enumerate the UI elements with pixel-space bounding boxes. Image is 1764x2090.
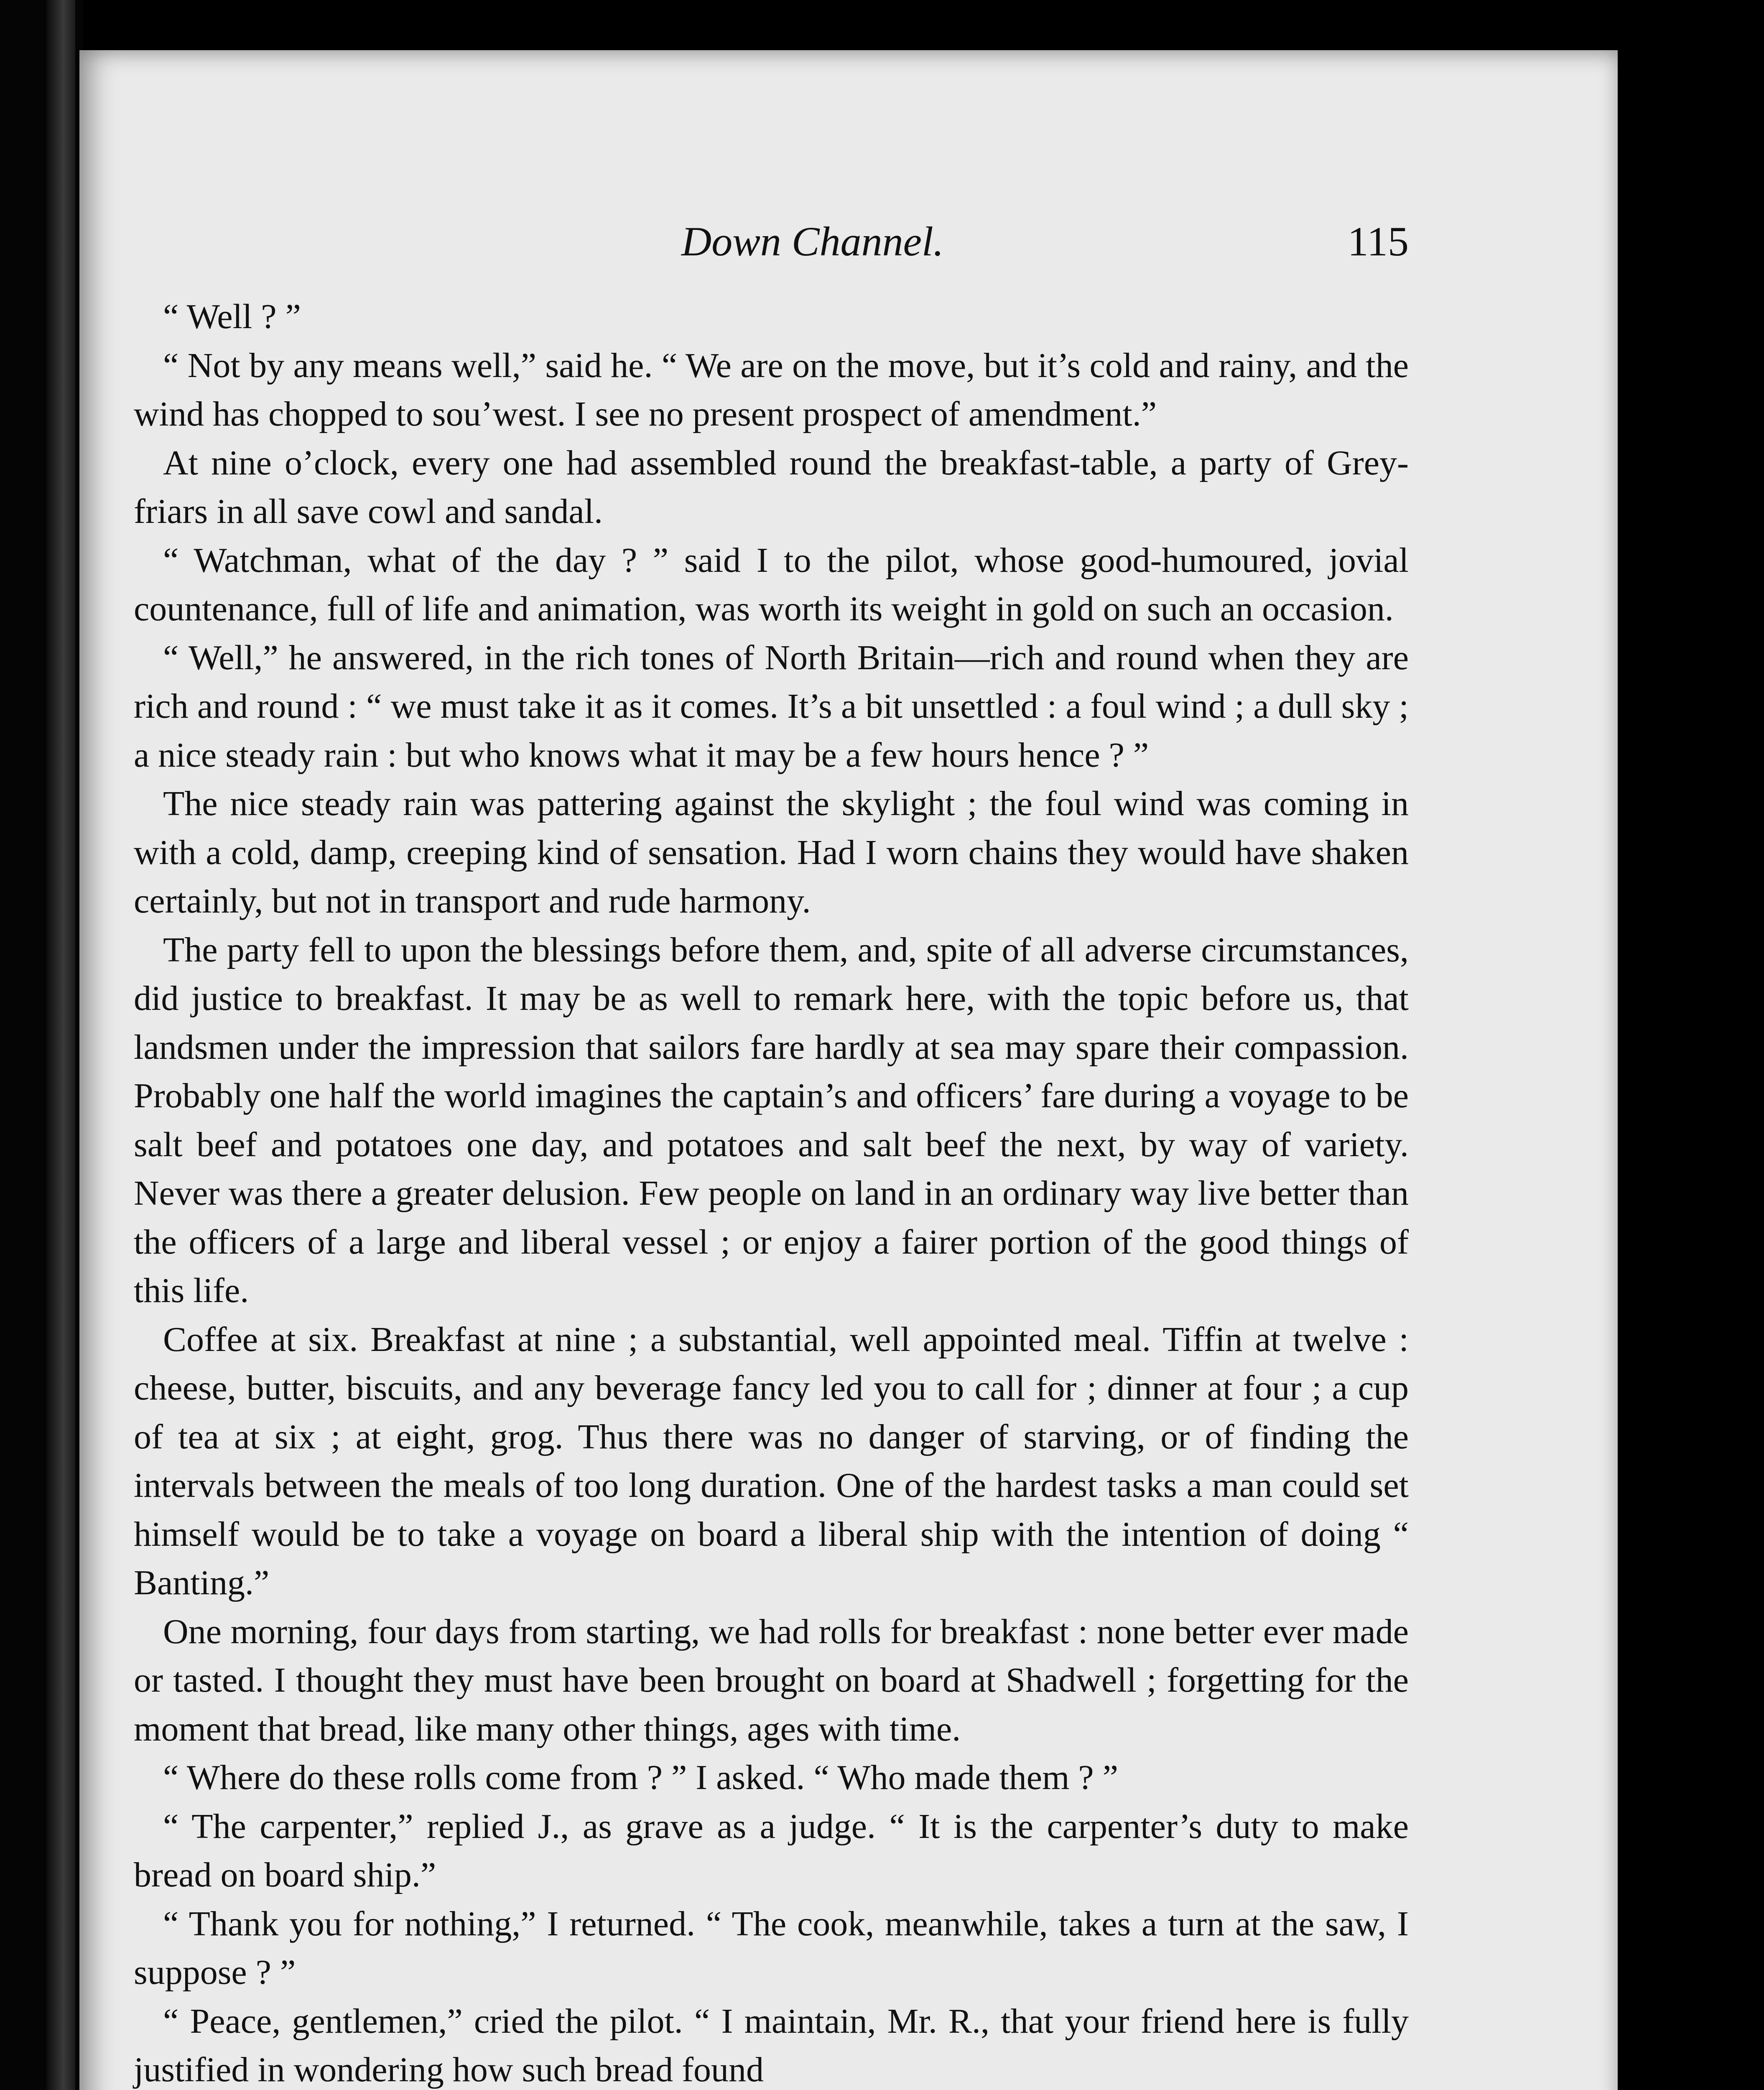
- body-text: [134, 293, 1409, 2090]
- page-header: [134, 213, 1409, 284]
- book-spine-edge: [46, 0, 75, 2090]
- paragraph: “ Well ? ”: [163, 297, 301, 336]
- paragraph: Coffee at six. Breakfast at nine ; a substantial, well appointed meal. Tiffin at twelve : cheese, butter, biscuits, and any beverage fancy led you to call for ; dinner at four ; a cup of tea at six ; at eight, grog. Thus there was no danger of starving, or of finding the intervals between the meals of too long duration. One of the hardest tasks a man could set himself would be to take a voyage on board a liberal ship with the intention of doing “ Banting.”: [134, 1320, 1409, 1602]
- paragraph: The party fell to upon the blessings before them, and, spite of all adverse circumstances, did justice to breakfast. It may be as well to remark here, with the topic before us, that landsmen under the impression that sailors fare hardly at sea may spare their compassion. Probably one half the world imagines the captain’s and officers’ fare during a voyage to be salt beef and potatoes one day, and potatoes and salt beef the next, by way of variety. Never was there a greater delusion. Few people on land in an ordinary way live better than the officers of a large and liberal vessel ; or enjoy a fairer portion of the good things of this life.: [134, 930, 1409, 1310]
- paragraph: The nice steady rain was pattering against the skylight ; the foul wind was coming in with a cold, damp, creeping kind of sensation. Had I worn chains they would have shaken certainly, but not in transport and rude harmony.: [134, 784, 1409, 920]
- paragraph: At nine o’clock, every one had assembled round the breakfast-table, a party of Grey-friars in all save cowl and sandal.: [134, 443, 1409, 531]
- paragraph: “ Well,” he answered, in the rich tones of North Britain—rich and round when they are rich and round : “ we must take it as it comes. It’s a bit unsettled : a foul wind ; a dull sky ; a nice steady rain : but who knows what it may be a few hours hence ? ”: [134, 638, 1409, 775]
- running-title: Down Channel.: [681, 218, 944, 265]
- paragraph: “ Peace, gentlemen,” cried the pilot. “ I maintain, Mr. R., that your friend here is fully justified in wondering how such bread found: [134, 2001, 1409, 2089]
- paragraph: “ Where do these rolls come from ? ” I asked. “ Who made them ? ”: [163, 1758, 1118, 1797]
- paragraph: “ Not by any means well,” said he. “ We are on the move, but it’s cold and rainy, and the wind has chopped to sou’west. I see no present prospect of amendment.”: [134, 346, 1409, 433]
- paragraph: One morning, four days from starting, we had rolls for breakfast : none better ever made or tasted. I thought they must have been brought on board at Shadwell ; forgetting for the moment that bread, like many other things, ages with time.: [134, 1612, 1409, 1748]
- page-number: 115: [1347, 218, 1409, 265]
- paragraph: “ Thank you for nothing,” I returned. “ The cook, meanwhile, takes a turn at the saw, I suppose ? ”: [134, 1904, 1409, 1992]
- paragraph: “ Watchman, what of the day ? ” said I to the pilot, whose good-humoured, jovial countenance, full of life and animation, was worth its weight in gold on such an occasion.: [134, 540, 1409, 628]
- paragraph: “ The carpenter,” replied J., as grave as a judge. “ It is the carpenter’s duty to make bread on board ship.”: [134, 1807, 1409, 1894]
